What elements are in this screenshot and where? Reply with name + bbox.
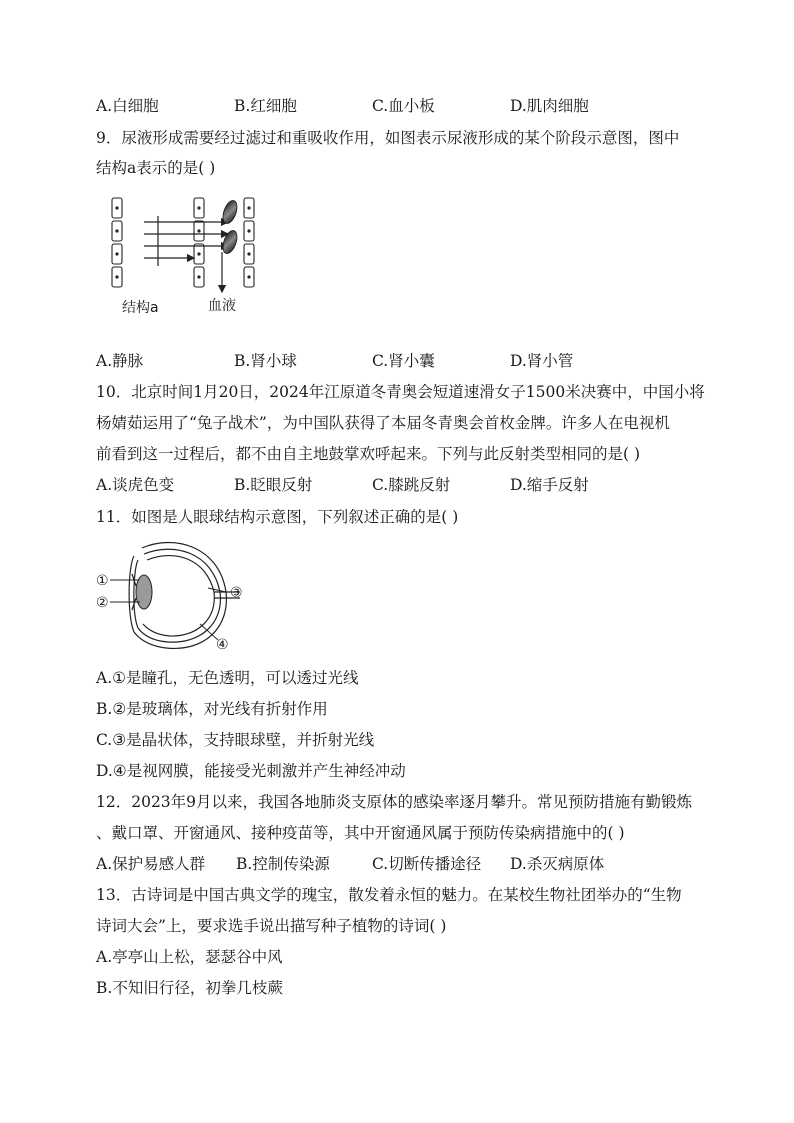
q9-option-c: C.肾小囊 [372, 352, 435, 370]
q8-option-c: C.血小板 [372, 97, 435, 115]
q8-option-d: D.肌肉细胞 [510, 97, 589, 115]
q12-option-b: B.控制传染源 [236, 855, 330, 873]
q13-option-a: A.亭亭山上松，瑟瑟谷中风 [96, 948, 283, 966]
nephron-figure [100, 192, 270, 318]
q12-option-a: A.保护易感人群 [96, 855, 206, 873]
q10-stem-line2: 杨婧茹运用了“兔子战术”，为中国队获得了本届冬青奥会首枚金牌。许多人在电视机 [96, 414, 670, 432]
q8-option-a: A.白细胞 [96, 97, 159, 115]
q10-option-d: D.缩手反射 [510, 476, 589, 494]
q12-stem-line1: 12．2023年9月以来，我国各地肺炎支原体的感染率逐月攀升。常见预防措施有勤锻炼 [96, 793, 693, 811]
eye-label-3: ③ [230, 585, 243, 601]
q9-stem-line2: 结构a表示的是( ) [96, 159, 216, 177]
q10-stem-line3: 前看到这一过程后，都不由自主地鼓掌欢呼起来。下列与此反射类型相同的是( ) [96, 445, 641, 463]
q9-option-a: A.静脉 [96, 352, 144, 370]
q11-option-d: D.④是视网膜，能接受光刺激并产生神经冲动 [96, 762, 406, 780]
eye-label-2: ② [96, 595, 109, 611]
q11-option-a: A.①是瞳孔，无色透明，可以透过光线 [96, 669, 359, 687]
q12-option-d: D.杀灭病原体 [510, 855, 605, 873]
figure-label-structure-a: 结构a [122, 300, 159, 316]
q13-stem-line1: 13．古诗词是中国古典文学的瑰宝，散发着永恒的魅力。在某校生物社团举办的“生物 [96, 886, 682, 904]
eye-label-1: ① [96, 573, 109, 589]
q10-option-c: C.膝跳反射 [372, 476, 451, 494]
eye-label-4: ④ [216, 637, 229, 653]
q10-option-b: B.眨眼反射 [234, 476, 313, 494]
figure-label-blood: 血液 [208, 298, 236, 314]
q9-option-b: B.肾小球 [234, 352, 297, 370]
q11-stem: 11．如图是人眼球结构示意图，下列叙述正确的是( ) [96, 508, 459, 526]
q10-stem-line1: 10．北京时间1月20日，2024年江原道冬青奥会短道速滑女子1500米决赛中，中国小将 [96, 383, 705, 401]
q11-option-b: B.②是玻璃体，对光线有折射作用 [96, 700, 328, 718]
q13-stem-line2: 诗词大会”上，要求选手说出描写种子植物的诗词( ) [96, 917, 447, 935]
q12-option-c: C.切断传播途径 [372, 855, 482, 873]
eye-figure [94, 536, 254, 656]
q9-option-d: D.肾小管 [510, 352, 574, 370]
q11-option-c: C.③是晶状体，支持眼球壁，并折射光线 [96, 731, 375, 749]
q8-option-b: B.红细胞 [234, 97, 297, 115]
q10-option-a: A.谈虎色变 [96, 476, 175, 494]
q13-option-b: B.不知旧行径，初拳几枝蕨 [96, 979, 283, 997]
q12-stem-line2: 、戴口罩、开窗通风、接种疫苗等，其中开窗通风属于预防传染病措施中的( ) [96, 824, 625, 842]
q9-stem-line1: 9．尿液形成需要经过滤过和重吸收作用，如图表示尿液形成的某个阶段示意图，图中 [96, 129, 680, 147]
